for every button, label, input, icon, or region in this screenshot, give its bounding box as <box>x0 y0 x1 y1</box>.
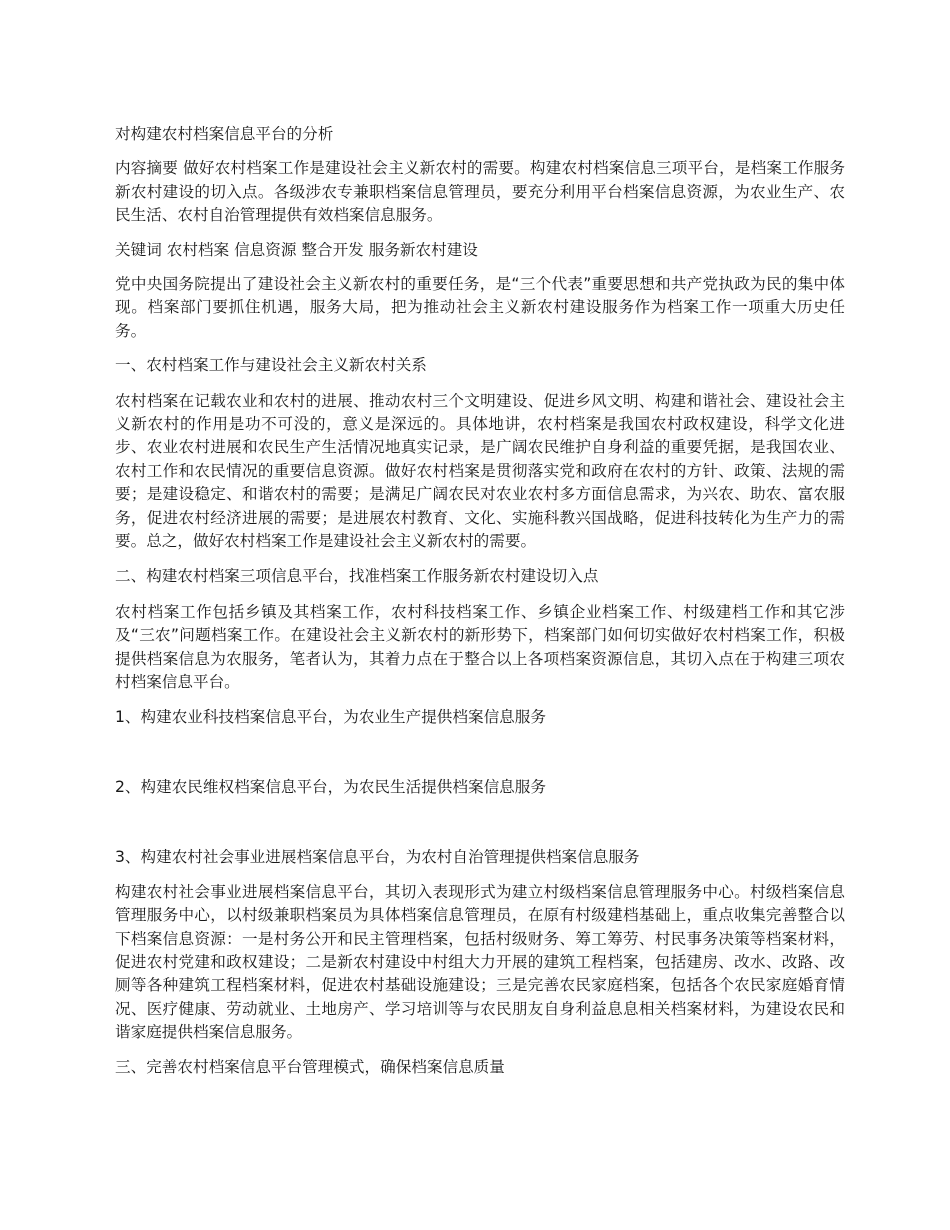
document-title: 对构建农村档案信息平台的分析 <box>115 125 334 143</box>
section-1-heading: 一、农村档案工作与建设社会主义新农村关系 <box>115 356 427 375</box>
abstract-paragraph: 内容摘要 做好农村档案工作是建设社会主义新农村的需要。构建农村档案信息三项平台，是档案工作服务新农村建设的切入点。各级涉农专兼职档案信息管理员，要充分利用平台档案信息资源，为农业生产、农民生活、农村自治管理提供有效档案信息服务。 <box>115 159 845 225</box>
subsection-2-heading: 2、构建农民维权档案信息平台，为农民生活提供档案信息服务 <box>115 777 546 796</box>
section-3-heading: 三、完善农村档案信息平台管理模式，确保档案信息质量 <box>115 1057 505 1076</box>
section-2-heading: 二、构建农村档案三项信息平台，找准档案工作服务新农村建设切入点 <box>115 566 599 585</box>
section-1-body: 农村档案在记载农业和农村的进展、推动农村三个文明建设、促进乡风文明、构建和谐社会、建设社会主义新农村的作用是功不可没的，意义是深远的。具体地讲，农村档案是我国农村政权建设，科学文化进步、农业农村进展和农民生产生活情况地真实记录，是广阔农民维护自身利益的重要凭据，是我国农业、农村工作和农民情况的重要信息资源。做好农村档案是贯彻落实党和政府在农村的方针、政策、法规的需要；是建设稳定、和谐农村的需要；是满足广阔农民对农业农村多方面信息需求，为兴农、助农、富农服务，促进农村经济进展的需要；是进展农村教育、文化、实施科教兴国战略，促进科技转化为生产力的需要。总之，做好农村档案工作是建设社会主义新农村的需要。 <box>115 391 845 551</box>
subsection-1-heading: 1、构建农业科技档案信息平台，为农业生产提供档案信息服务 <box>115 707 546 726</box>
intro-paragraph: 党中央国务院提出了建设社会主义新农村的重要任务，是“三个代表”重要思想和共产党执政为民的集中体现。档案部门要抓住机遇，服务大局，把为推动社会主义新农村建设服务作为档案工作一项重大历史任务。 <box>115 275 845 340</box>
keywords-line: 关键词 农村档案 信息资源 整合开发 服务新农村建设 <box>115 240 478 259</box>
section-2-body: 农村档案工作包括乡镇及其档案工作，农村科技档案工作、乡镇企业档案工作、村级建档工作和其它涉及“三农”问题档案工作。在建设社会主义新农村的新形势下，档案部门如何切实做好农村档案工作，积极提供档案信息为农服务，笔者认为，其着力点在于整合以上各项档案资源信息，其切入点在于构建三项农村档案信息平台。 <box>115 602 845 692</box>
subsection-3-heading: 3、构建农村社会事业进展档案信息平台，为农村自治管理提供档案信息服务 <box>115 848 640 867</box>
document-page <box>115 123 845 1079</box>
subsection-3-body: 构建农村社会事业进展档案信息平台，其切入表现形式为建立村级档案信息管理服务中心。村级档案信息管理服务中心，以村级兼职档案员为具体档案信息管理员，在原有村级建档基础上，重点收集完善整合以下档案信息资源：一是村务公开和民主管理档案，包括村级财务、筹工筹劳、村民事务决策等档案材料，促进农村党建和政权建设；二是新农村建设中村组大力开展的建筑工程档案，包括建房、改水、改路、改厕等各种建筑工程档案材料，促进农村基础设施建设；三是完善农民家庭档案，包括各个农民家庭婚育情况、医疗健康、劳动就业、土地房产、学习培训等与农民朋友自身利益息息相关档案材料，为建设农民和谐家庭提供档案信息服务。 <box>115 882 845 1042</box>
